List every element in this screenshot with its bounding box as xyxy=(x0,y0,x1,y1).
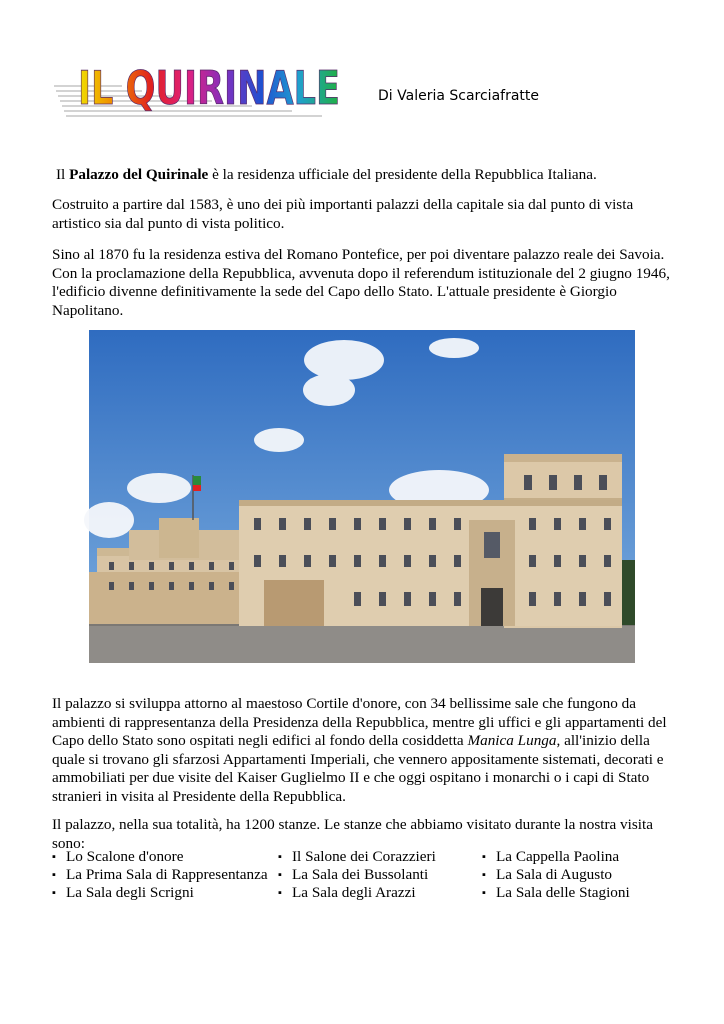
intro-paragraph-1: Il Palazzo del Quirinale è la residenza ufficiale del presidente della Repubblica Italiana. xyxy=(56,166,597,183)
intro-p3-line-2: Con la proclamazione della Repubblica, avvenuta dopo il referendum istituzionale del 2 giugno 1946, xyxy=(52,264,670,282)
intro-paragraph-2: Costruito a partire dal 1583, è uno dei più importanti palazzi della capitale sia dal punto di vista artistico sia dal punto di vista politico. xyxy=(52,196,634,232)
rooms-list-col-2 xyxy=(278,848,436,902)
palazzo-photo xyxy=(89,330,635,663)
bullet-icon: ▪ xyxy=(278,887,282,899)
bullet-icon: ▪ xyxy=(278,851,282,863)
list-item: ▪ Lo Scalone d'onore xyxy=(52,848,184,865)
body-paragraph-2: Il palazzo, nella sua totalità, ha 1200 stanze. Le stanze che abbiamo visitato durante la nostra visita sono: xyxy=(52,816,653,852)
bullet-icon: ▪ xyxy=(52,869,56,881)
intro-p3-line-1: Sino al 1870 fu la residenza estiva del Romano Pontefice, per poi diventare palazzo reale dei Savoia. xyxy=(52,246,665,263)
list-item: ▪ La Sala dei Bussolanti xyxy=(278,866,429,883)
palazzo-name-bold: Palazzo del Quirinale xyxy=(69,166,209,183)
rooms-list-col-1 xyxy=(52,848,268,902)
bullet-icon: ▪ xyxy=(278,869,282,881)
bullet-icon: ▪ xyxy=(482,887,486,899)
rooms-list-col-3 xyxy=(482,848,630,902)
author-byline: Di Valeria Scarciafratte xyxy=(378,88,539,104)
list-item: ▪ La Cappella Paolina xyxy=(482,848,620,865)
list-item: ▪ Il Salone dei Corazzieri xyxy=(278,848,436,865)
bullet-icon: ▪ xyxy=(52,851,56,863)
list-item: ▪ La Sala di Augusto xyxy=(482,866,613,883)
intro-p3-line-3: l'edificio divenne definitivamente la sede del Capo dello Stato. L'attuale presidente è Giorgio Napolitano. xyxy=(52,283,617,319)
body-paragraph-1: Il palazzo si sviluppa attorno al maestoso Cortile d'onore, con 34 bellissime sale che fungono da ambienti di rappresentanza della Presidenza della Repubblica, mentre gli uffici e gli appartamenti del Capo dello Stato sono ospitati negli edifici al fondo della cosiddetta Manica Lunga, all'inizio della quale si trovano gli sfarzosi Appartamenti Imperiali, che vennero appositamente sistemati, decorati e ammobiliati per due visite del Kaiser Guglielmo II e che oggi ospitano i monarchi o i capi di Stato stranieri in visita al Presidente della Repubblica. xyxy=(52,695,667,805)
bullet-icon: ▪ xyxy=(482,851,486,863)
title-wordart xyxy=(52,56,352,126)
list-item: ▪ La Prima Sala di Rappresentanza xyxy=(52,866,268,883)
title-text: IL QUIRINALE xyxy=(78,61,340,115)
manica-lunga-italic: Manica Lunga xyxy=(467,732,557,749)
list-item: ▪ La Sala degli Scrigni xyxy=(52,884,194,901)
list-item: ▪ La Sala delle Stagioni xyxy=(482,884,630,901)
bullet-icon: ▪ xyxy=(52,887,56,899)
bullet-icon: ▪ xyxy=(482,869,486,881)
list-item: ▪ La Sala degli Arazzi xyxy=(278,884,416,901)
intro-paragraph-3 xyxy=(52,246,682,320)
